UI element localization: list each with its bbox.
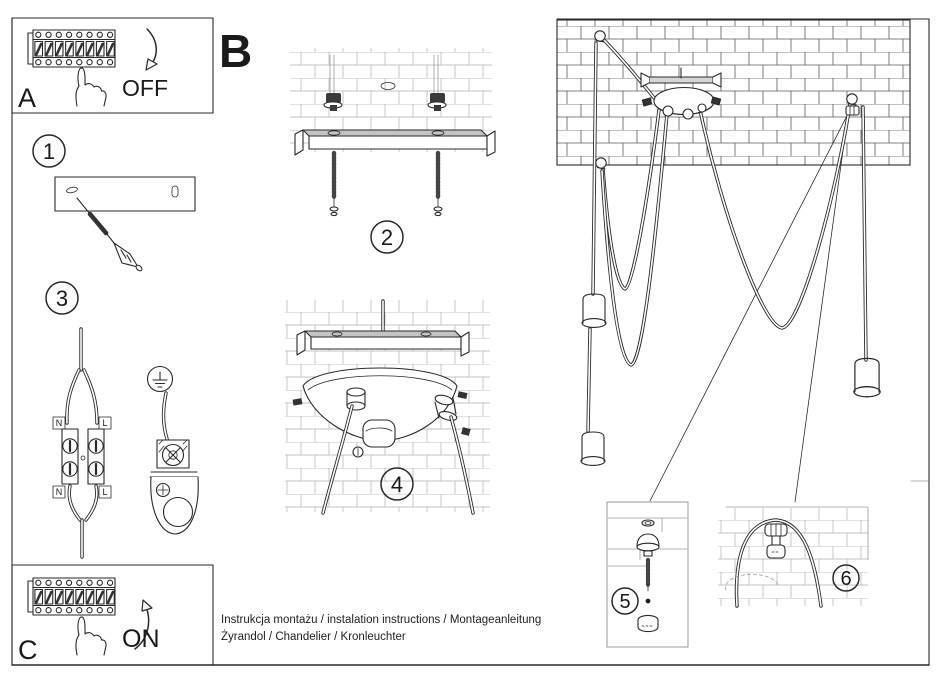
step6-detail <box>718 507 868 606</box>
breaker-panel-icon <box>28 578 115 615</box>
terminal-block <box>62 429 104 484</box>
bracket-screws <box>330 153 442 216</box>
hook-icon <box>847 94 857 105</box>
off-label: OFF <box>122 75 168 101</box>
wall-plug-screw <box>77 198 143 272</box>
pendant-socket <box>582 294 606 327</box>
footer-line-2: Żyrandol / Chandelier / Kronleuchter <box>221 631 406 643</box>
step6-number: 6 <box>840 568 852 590</box>
step5-detail <box>607 502 688 647</box>
footer-line-1: Instrukcja montażu / instalation instructions / Montageanleitung <box>221 614 542 626</box>
side-screw <box>642 98 651 106</box>
cable-gland <box>698 104 706 112</box>
chandelier-scene <box>557 20 910 502</box>
side-screw <box>711 97 720 105</box>
step4-number: 4 <box>390 472 404 497</box>
step2-illustration <box>290 48 495 253</box>
section-label: B <box>219 25 253 77</box>
step1-illustration <box>33 135 195 272</box>
step4-illustration <box>285 300 490 513</box>
mounting-bracket <box>295 130 495 156</box>
label-l-top: L <box>102 418 108 428</box>
step3-illustration <box>46 282 198 557</box>
pendant-socket <box>581 432 605 465</box>
hook-gland <box>846 106 859 115</box>
hook-icon <box>596 158 606 169</box>
hand-icon <box>76 68 106 106</box>
panel-c-letter: C <box>18 635 38 665</box>
plate-hole <box>172 186 178 197</box>
brick-wall <box>557 20 910 165</box>
power-off-panel <box>12 18 213 113</box>
cable-gland <box>683 109 693 119</box>
step3-number: 3 <box>55 286 69 311</box>
hand-icon <box>76 617 106 655</box>
earth-connection <box>148 367 199 535</box>
label-n-bottom: N <box>55 487 63 497</box>
label-l-bottom: L <box>102 487 108 497</box>
breaker-panel-icon <box>28 30 115 67</box>
step1-number: 1 <box>42 139 56 164</box>
cable-gland <box>663 106 673 116</box>
hook-icon <box>595 31 605 42</box>
panel-a-letter: A <box>18 83 37 113</box>
pendant-socket <box>854 358 880 396</box>
step2-number: 2 <box>380 225 394 250</box>
power-on-panel <box>12 565 213 665</box>
on-label: ON <box>122 625 160 653</box>
mounting-plate <box>55 177 195 211</box>
step5-number: 5 <box>619 591 631 613</box>
footer-text <box>221 614 541 643</box>
arrow-down-icon <box>146 29 157 70</box>
label-n-top: N <box>55 418 63 428</box>
plate-slot <box>66 186 78 193</box>
pendants <box>581 294 880 465</box>
